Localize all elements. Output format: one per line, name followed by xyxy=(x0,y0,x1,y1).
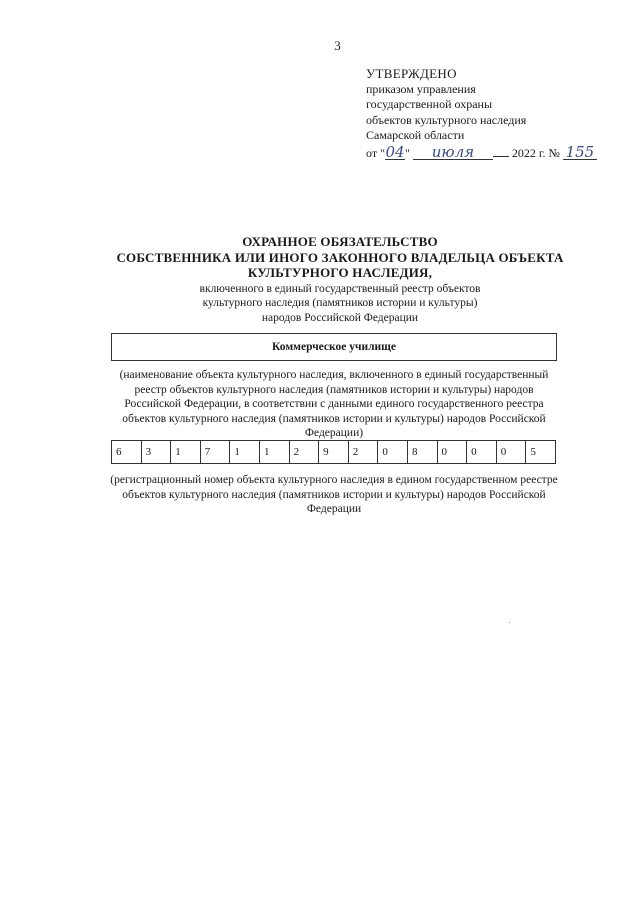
scan-speck xyxy=(509,622,510,623)
registration-number-caption: (регистрационный номер объекта культурного наследия в едином государственном реестре объектов культурного наследия (памятников истории и культуры) народов Российской Федерации xyxy=(110,474,558,515)
document-subtitle: народов Российской Федерации xyxy=(261,311,419,324)
registration-digit-cell: 6 xyxy=(112,441,142,463)
order-number-handwritten: 155 xyxy=(563,145,597,160)
document-subtitle: включенного в единый государственный реестр объектов xyxy=(199,282,481,295)
registration-digit-cell: 9 xyxy=(319,441,349,463)
registration-digit-cell: 0 xyxy=(438,441,468,463)
registration-digit-cell: 8 xyxy=(408,441,438,463)
registration-digit-cell: 3 xyxy=(142,441,172,463)
registration-digit-cell: 0 xyxy=(467,441,497,463)
document-title-block xyxy=(0,234,640,325)
registration-digit-cell: 2 xyxy=(349,441,379,463)
registration-digit-cell: 2 xyxy=(290,441,320,463)
order-year-label: 2022 г. № xyxy=(511,145,560,160)
page-number: 3 xyxy=(334,38,341,53)
registration-digit-cell: 0 xyxy=(378,441,408,463)
document-title: КУЛЬТУРНОГО НАСЛЕДИЯ, xyxy=(247,265,433,280)
registration-digit-cell: 0 xyxy=(497,441,527,463)
order-month-handwritten: июля xyxy=(413,145,493,160)
approval-line: приказом управления xyxy=(366,81,476,96)
approval-line: Самарской области xyxy=(366,128,465,142)
approved-heading: УТВЕРЖДЕНО xyxy=(366,66,457,81)
document-title: СОБСТВЕННИКА ИЛИ ИНОГО ЗАКОННОГО ВЛАДЕЛЬЦА ОБЪЕКТА xyxy=(116,249,564,265)
document-subtitle: культурного наследия (памятников истории и культуры) xyxy=(202,297,478,309)
approval-line: объектов культурного наследия xyxy=(366,112,527,127)
order-quote: " xyxy=(404,145,410,160)
approval-stamp-block xyxy=(366,66,597,161)
object-name-field xyxy=(111,333,557,361)
registration-digit-cell: 1 xyxy=(171,441,201,463)
blank-underline xyxy=(493,144,509,157)
order-day-handwritten: 04 xyxy=(385,142,405,161)
object-name-caption: (наименование объекта культурного наследия, включенного в единый государственный реестр объектов культурного наследия (памятников истории и культуры) народов Российской Федерации, в соответствии с данными единого государственного реестра объектов культурного наследия (памятников истории и культуры) народов Российской Федерации) xyxy=(119,369,549,439)
document-title: ОХРАННОЕ ОБЯЗАТЕЛЬСТВО xyxy=(242,234,438,249)
registration-digit-cell: 1 xyxy=(260,441,290,463)
registration-digit-cell: 7 xyxy=(201,441,231,463)
registration-number-grid xyxy=(111,440,556,464)
registration-digit-cell: 1 xyxy=(230,441,260,463)
order-date-line xyxy=(366,144,597,162)
registration-digit-cell: 5 xyxy=(530,446,536,458)
object-name-value: Коммерческое училище xyxy=(272,341,396,353)
order-prefix: от " xyxy=(366,145,385,160)
approval-line: государственной охраны xyxy=(366,97,493,111)
